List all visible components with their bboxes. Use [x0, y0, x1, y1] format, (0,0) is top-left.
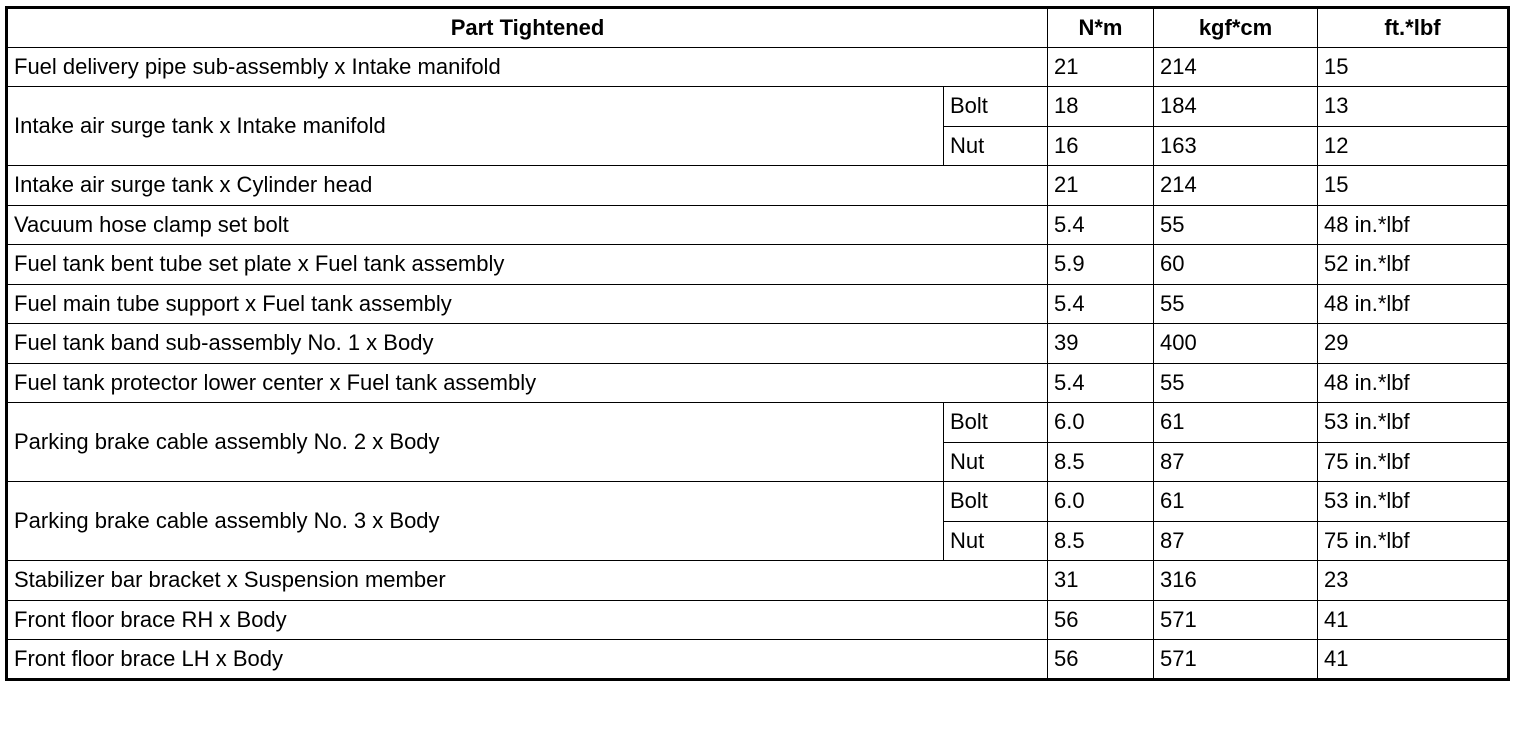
part-cell: Fuel tank band sub-assembly No. 1 x Body — [7, 324, 1048, 364]
table-row — [7, 47, 1509, 87]
table-row — [7, 600, 1509, 640]
nm-cell: 21 — [1048, 47, 1154, 87]
part-cell: Intake air surge tank x Intake manifold — [7, 87, 944, 166]
nm-cell: 56 — [1048, 640, 1154, 680]
kgfcm-cell: 400 — [1154, 324, 1318, 364]
nm-cell: 31 — [1048, 561, 1154, 601]
ftlbf-cell: 41 — [1318, 640, 1509, 680]
table-row — [7, 324, 1509, 364]
kgfcm-cell: 214 — [1154, 166, 1318, 206]
ftlbf-cell: 75 in.*lbf — [1318, 521, 1509, 561]
fastener-type-cell: Nut — [944, 521, 1048, 561]
fastener-type-cell: Bolt — [944, 403, 1048, 443]
nm-cell: 8.5 — [1048, 442, 1154, 482]
nm-cell: 18 — [1048, 87, 1154, 127]
nm-cell: 56 — [1048, 600, 1154, 640]
table-row — [7, 87, 1509, 127]
table-row — [7, 245, 1509, 285]
table-row — [7, 640, 1509, 680]
ftlbf-cell: 53 in.*lbf — [1318, 403, 1509, 443]
ftlbf-cell: 48 in.*lbf — [1318, 363, 1509, 403]
nm-cell: 39 — [1048, 324, 1154, 364]
kgfcm-cell: 163 — [1154, 126, 1318, 166]
part-cell: Fuel main tube support x Fuel tank assembly — [7, 284, 1048, 324]
kgfcm-cell: 571 — [1154, 640, 1318, 680]
kgfcm-cell: 184 — [1154, 87, 1318, 127]
nm-cell: 5.9 — [1048, 245, 1154, 285]
kgfcm-cell: 87 — [1154, 521, 1318, 561]
fastener-type-cell: Bolt — [944, 87, 1048, 127]
part-cell: Front floor brace LH x Body — [7, 640, 1048, 680]
header-nm: N*m — [1048, 8, 1154, 48]
kgfcm-cell: 55 — [1154, 363, 1318, 403]
header-part-tightened: Part Tightened — [7, 8, 1048, 48]
table-row — [7, 403, 1509, 443]
part-cell: Parking brake cable assembly No. 2 x Body — [7, 403, 944, 482]
part-cell: Fuel tank protector lower center x Fuel tank assembly — [7, 363, 1048, 403]
kgfcm-cell: 55 — [1154, 284, 1318, 324]
nm-cell: 5.4 — [1048, 363, 1154, 403]
kgfcm-cell: 571 — [1154, 600, 1318, 640]
fastener-type-cell: Nut — [944, 126, 1048, 166]
table-row — [7, 363, 1509, 403]
kgfcm-cell: 60 — [1154, 245, 1318, 285]
part-cell: Stabilizer bar bracket x Suspension member — [7, 561, 1048, 601]
table-header-row — [7, 8, 1509, 48]
kgfcm-cell: 61 — [1154, 482, 1318, 522]
nm-cell: 5.4 — [1048, 284, 1154, 324]
kgfcm-cell: 214 — [1154, 47, 1318, 87]
table-row — [7, 561, 1509, 601]
ftlbf-cell: 15 — [1318, 47, 1509, 87]
ftlbf-cell: 48 in.*lbf — [1318, 205, 1509, 245]
part-cell: Vacuum hose clamp set bolt — [7, 205, 1048, 245]
kgfcm-cell: 87 — [1154, 442, 1318, 482]
table-row — [7, 482, 1509, 522]
table-row — [7, 166, 1509, 206]
kgfcm-cell: 55 — [1154, 205, 1318, 245]
table-row — [7, 205, 1509, 245]
part-cell: Parking brake cable assembly No. 3 x Body — [7, 482, 944, 561]
nm-cell: 8.5 — [1048, 521, 1154, 561]
fastener-type-cell: Bolt — [944, 482, 1048, 522]
ftlbf-cell: 41 — [1318, 600, 1509, 640]
ftlbf-cell: 75 in.*lbf — [1318, 442, 1509, 482]
table-row — [7, 284, 1509, 324]
part-cell: Front floor brace RH x Body — [7, 600, 1048, 640]
nm-cell: 21 — [1048, 166, 1154, 206]
ftlbf-cell: 48 in.*lbf — [1318, 284, 1509, 324]
header-kgfcm: kgf*cm — [1154, 8, 1318, 48]
nm-cell: 16 — [1048, 126, 1154, 166]
ftlbf-cell: 12 — [1318, 126, 1509, 166]
ftlbf-cell: 29 — [1318, 324, 1509, 364]
ftlbf-cell: 15 — [1318, 166, 1509, 206]
nm-cell: 5.4 — [1048, 205, 1154, 245]
part-cell: Intake air surge tank x Cylinder head — [7, 166, 1048, 206]
torque-spec-table — [5, 6, 1510, 681]
kgfcm-cell: 61 — [1154, 403, 1318, 443]
ftlbf-cell: 53 in.*lbf — [1318, 482, 1509, 522]
nm-cell: 6.0 — [1048, 403, 1154, 443]
kgfcm-cell: 316 — [1154, 561, 1318, 601]
part-cell: Fuel delivery pipe sub-assembly x Intake manifold — [7, 47, 1048, 87]
header-ftlbf: ft.*lbf — [1318, 8, 1509, 48]
fastener-type-cell: Nut — [944, 442, 1048, 482]
part-cell: Fuel tank bent tube set plate x Fuel tank assembly — [7, 245, 1048, 285]
ftlbf-cell: 23 — [1318, 561, 1509, 601]
ftlbf-cell: 52 in.*lbf — [1318, 245, 1509, 285]
ftlbf-cell: 13 — [1318, 87, 1509, 127]
nm-cell: 6.0 — [1048, 482, 1154, 522]
